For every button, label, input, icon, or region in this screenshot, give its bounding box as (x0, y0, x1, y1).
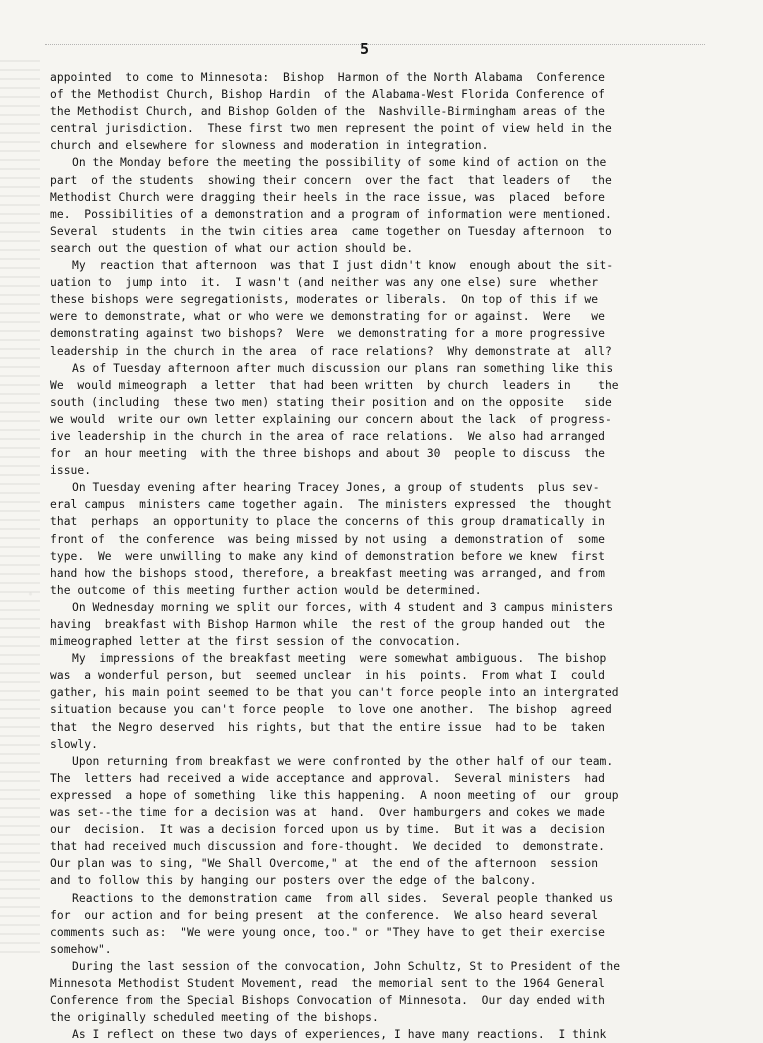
text-line: As of Tuesday afternoon after much discussion our plans ran something like this (72, 361, 614, 375)
text-line: type. We were unwilling to make any kind of demonstration before we knew first (50, 549, 605, 563)
text-line: leadership in the church in the area of race relations? Why demonstrate at all? (50, 344, 612, 358)
text-line: The letters had received a wide acceptance and approval. Several ministers had (50, 771, 605, 785)
text-line: eral campus ministers came together again. The ministers expressed the thought (50, 498, 612, 512)
text-line: central jurisdiction. These first two men represent the point of view held in the (50, 122, 612, 136)
text-line: having breakfast with Bishop Harmon while the rest of the group handed out the (50, 618, 605, 631)
text-line: was set--the time for a decision was at hand. Over hamburgers and cokes we made (50, 806, 605, 820)
text-line: On Wednesday morning we split our forces, with 4 student and 3 campus ministers (72, 600, 614, 614)
body-text (50, 69, 700, 1043)
text-line: front of the conference was being missed by not using a demonstration of some (50, 532, 605, 546)
text-line: We would mimeograph a letter that had been written by church leaders in the (50, 378, 619, 392)
text-line: church and elsewhere for slowness and moderation in integration. (50, 139, 489, 153)
text-line: search out the question of what our action should be. (50, 241, 414, 255)
text-line: that perhaps an opportunity to place the concerns of this group dramatically in (50, 515, 605, 529)
text-line: expressed a hope of something like this happening. A noon meeting of our group (50, 788, 619, 802)
text-line: Reactions to the demonstration came from all sides. Several people thanked us (72, 891, 614, 905)
text-line: Upon returning from breakfast we were confronted by the other half of our team. (72, 754, 614, 768)
text-line: for our action and for being present at the conference. We also heard several (50, 908, 599, 922)
text-line: Several students in the twin cities area came together on Tuesday afternoon to (50, 224, 612, 238)
text-line: that had received much discussion and fore-thought. We decided to demonstrate. (50, 840, 605, 854)
text-line: situation because you can't force people to love one another. The bishop agreed (50, 703, 612, 717)
text-line: On Tuesday evening after hearing Tracey Jones, a group of students plus sev- (72, 481, 600, 495)
text-line: As I reflect on these two days of experiences, I have many reactions. I think (72, 1028, 607, 1042)
text-line: appointed to come to Minnesota: Bishop Harmon of the North Alabama Conference (50, 71, 605, 84)
text-line: was a wonderful person, but seemed unclear in his points. From what I could (50, 669, 605, 683)
text-line: comments such as: "We were young once, too." or "They have to get their exercise (50, 925, 605, 939)
text-line: uation to jump into it. I wasn't (and neither was any one else) sure whether (50, 276, 599, 290)
text-line: the Methodist Church, and Bishop Golden of the Nashville-Birmingham areas of the (50, 105, 605, 119)
header-smudge (45, 44, 705, 59)
text-line: My impressions of the breakfast meeting were somewhat ambiguous. The bishop (72, 652, 607, 666)
text-line: south (including these two men) stating their position and on the opposite side (50, 395, 612, 409)
text-line: Minnesota Methodist Student Movement, read the memorial sent to the 1964 General (50, 976, 605, 990)
text-line: the outcome of this meeting further action would be determined. (50, 583, 482, 597)
text-line: me. Possibilities of a demonstration and a program of information were mentioned. (50, 207, 612, 221)
text-line: somehow". (50, 942, 112, 956)
text-line: hand how the bishops stood, therefore, a breakfast meeting was arranged, and from (50, 566, 605, 580)
text-line: During the last session of the convocation, John Schultz, St to President of the (72, 959, 621, 973)
text-line: we would write our own letter explaining our concern about the lack of progress- (50, 412, 612, 426)
text-line: and to follow this by hanging our posters over the edge of the balcony. (50, 874, 537, 888)
text-line: Our plan was to sing, "We Shall Overcome," at the end of the afternoon session (50, 857, 599, 871)
text-line: issue. (50, 464, 92, 478)
text-line: the originally scheduled meeting of the bishops. (50, 1011, 379, 1025)
text-line: part of the students showing their concern over the fact that leaders of the (50, 173, 612, 187)
text-line: slowly. (50, 737, 98, 751)
text-line: gather, his main point seemed to be that you can't force people into an intergrated (50, 686, 619, 700)
page-edge-shadow (0, 60, 40, 960)
text-line: that the Negro deserved his rights, but that the entire issue had to be taken (50, 720, 605, 734)
text-line: On the Monday before the meeting the possibility of some kind of action on the (72, 156, 607, 170)
text-line: were to demonstrate, what or who were we demonstrating for or against. Were we (50, 310, 605, 324)
text-line: these bishops were segregationists, moderates or liberals. On top of this if we (50, 293, 599, 307)
text-line: My reaction that afternoon was that I just didn't know enough about the sit- (72, 259, 614, 273)
text-line: our decision. It was a decision forced upon us by time. But it was a decision (50, 823, 605, 837)
text-line: of the Methodist Church, Bishop Hardin of the Alabama-West Florida Conference of (50, 88, 605, 102)
text-line: for an hour meeting with the three bishops and about 30 people to discuss the (50, 447, 605, 461)
page-number: 5 (360, 40, 370, 58)
text-line: ive leadership in the church in the area of race relations. We also had arranged (50, 429, 605, 443)
text-line: demonstrating against two bishops? Were we demonstrating for a more progressive (50, 327, 605, 341)
text-line: mimeographed letter at the first session of the convocation. (50, 635, 462, 649)
text-line: Methodist Church were dragging their heels in the race issue, was placed before (50, 190, 605, 204)
text-line: Conference from the Special Bishops Convocation of Minnesota. Our day ended with (50, 994, 605, 1008)
